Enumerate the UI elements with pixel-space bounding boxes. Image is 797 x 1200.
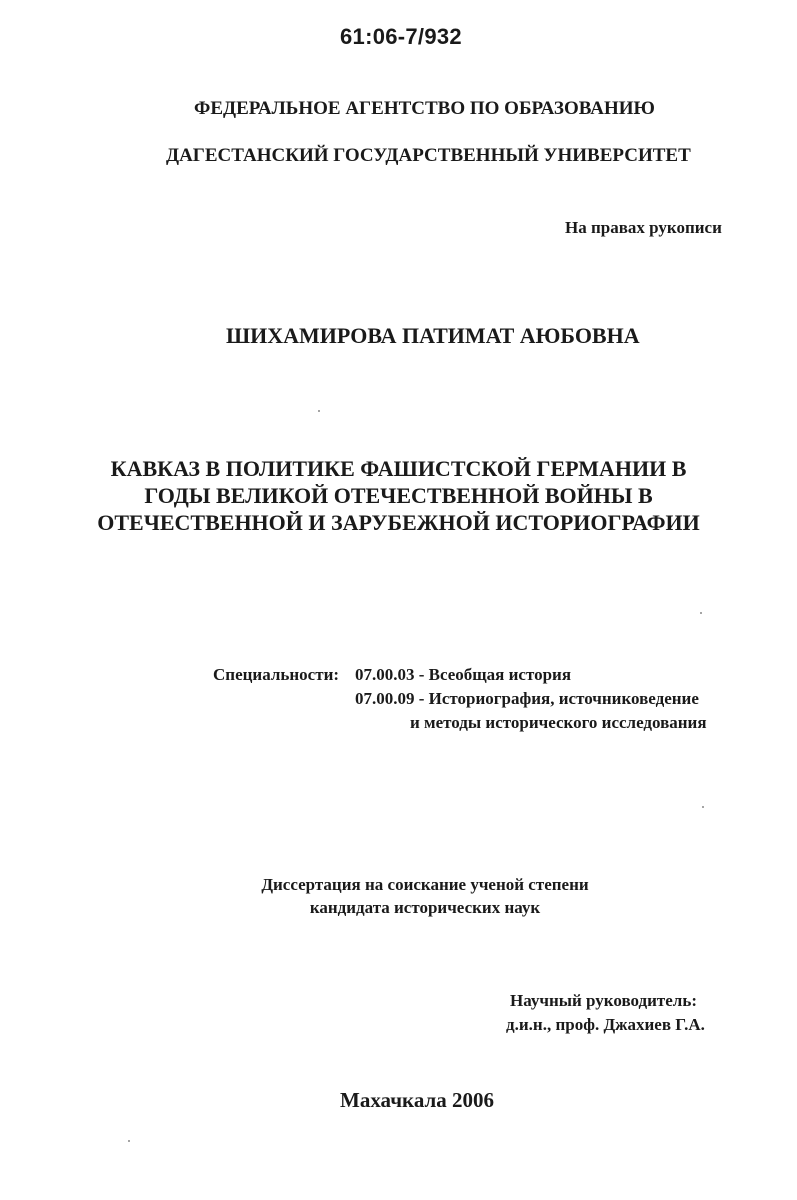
title-line: ГОДЫ ВЕЛИКОЙ ОТЕЧЕСТВЕННОЙ ВОЙНЫ В: [144, 483, 653, 508]
dissertation-line: кандидата исторических наук: [309, 898, 541, 917]
city-year: Махачкала 2006: [340, 1088, 495, 1112]
dissertation-line: Диссертация на соискание ученой степени: [261, 875, 589, 894]
dissertation-statement: [243, 873, 607, 919]
specialties-label: Специальности:: [213, 665, 340, 684]
title-line: КАВКАЗ В ПОЛИТИКЕ ФАШИСТСКОЙ ГЕРМАНИИ В: [110, 456, 687, 481]
manuscript-note: На правах рукописи: [565, 218, 722, 237]
scan-speck: [128, 1140, 130, 1142]
specialty-line: 07.00.03 - Всеобщая история: [355, 665, 572, 684]
supervisor-name: д.и.н., проф. Джахиев Г.А.: [506, 1015, 705, 1034]
university-name: ДАГЕСТАНСКИЙ ГОСУДАРСТВЕННЫЙ УНИВЕРСИТЕТ: [166, 145, 691, 166]
author-name: ШИХАМИРОВА ПАТИМАТ АЮБОВНА: [226, 323, 640, 348]
agency-name: ФЕДЕРАЛЬНОЕ АГЕНТСТВО ПО ОБРАЗОВАНИЮ: [194, 98, 655, 119]
scan-speck: [700, 612, 702, 614]
title-line: ОТЕЧЕСТВЕННОЙ И ЗАРУБЕЖНОЙ ИСТОРИОГРАФИИ: [97, 510, 700, 535]
catalog-code: 61:06-7/932: [340, 24, 462, 49]
scan-speck: [702, 806, 704, 808]
specialty-line: 07.00.09 - Историография, источниковедение: [355, 689, 699, 708]
dissertation-title: [0, 455, 797, 536]
specialty-line: и методы исторического исследования: [410, 713, 707, 732]
supervisor-label: Научный руководитель:: [510, 991, 697, 1010]
scan-speck: [318, 410, 320, 412]
